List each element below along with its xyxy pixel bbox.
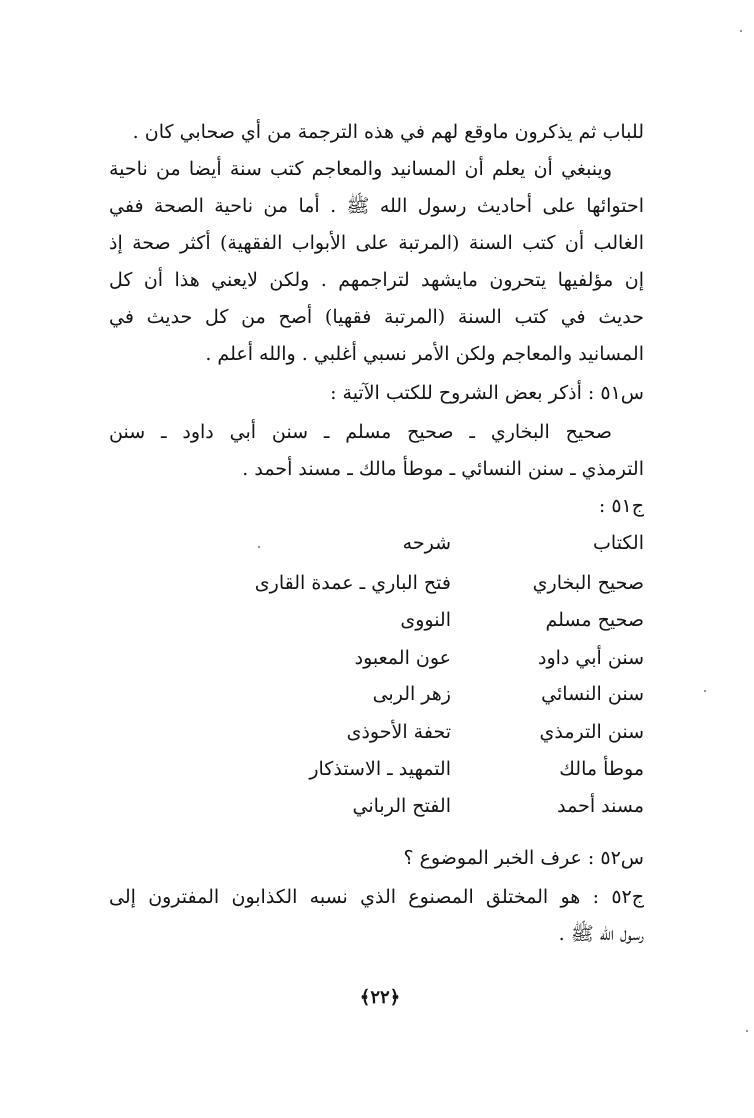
page-number: ﴿٢٢﴾ — [359, 987, 401, 1008]
table-cell-book: موطأ مالك — [559, 758, 644, 780]
paragraph-line: حديث في كتب السنة (المرتبة فقهيا) أصح من كل حديث في — [109, 306, 644, 328]
scan-speck — [746, 1030, 748, 1032]
paragraph-line: المسانيد والمعاجم ولكن الأمر نسبي أغلبي . والله أعلم . — [205, 343, 644, 365]
scan-speck — [740, 30, 742, 32]
table-header-sharh: شرحه — [402, 532, 451, 554]
table-cell-sharh: التمهيد ـ الاستذكار — [309, 758, 451, 780]
question-51-line: صحيح البخاري ـ صحيح مسلم ـ سنن أبي داود ـ سنن — [109, 421, 612, 443]
question-51-label: س٥١ : أذكر بعض الشروح للكتب الآتية : — [330, 382, 644, 404]
answer-51-label: ج٥١ : — [598, 495, 644, 517]
question-52-label: س٥٢ : عرف الخبر الموضوع ؟ — [403, 847, 644, 869]
scan-speck — [258, 546, 260, 548]
paragraph-line: الغالب أن كتب السنة (المرتبة على الأبواب الفقهية) أكثر صحة إذ — [109, 232, 644, 254]
paragraph-line: احتوائها على أحاديث رسول الله ﷺ . أما من ناحية الصحة ففي — [109, 195, 644, 217]
table-cell-book: سنن أبي داود — [538, 647, 644, 669]
table-cell-sharh: تحفة الأحوذى — [346, 721, 451, 743]
table-cell-book: سنن النسائي — [541, 683, 644, 705]
table-cell-book: سنن الترمذي — [539, 721, 644, 743]
table-cell-book: صحيح البخاري — [532, 572, 644, 594]
table-cell-sharh: فتح الباري ـ عمدة القارى — [254, 572, 451, 594]
paragraph-line: إن مؤلفيها يتحرون مايشهد لتراجمهم . ولكن لايعني هذا أن كل — [109, 269, 644, 291]
table-cell-book: مسند أحمد — [557, 795, 644, 817]
scan-speck — [704, 690, 706, 692]
table-cell-sharh: الفتح الرباني — [352, 795, 451, 817]
table-header-book: الكتاب — [593, 532, 644, 554]
question-51-line: الترمذي ـ سنن النسائي ـ موطأ مالك ـ مسند أحمد . — [242, 458, 644, 480]
table-cell-sharh: عون المعبود — [354, 647, 451, 669]
answer-52-line: رسول الله ﷺ . — [558, 923, 644, 945]
table-cell-book: صحيح مسلم — [545, 609, 644, 631]
table-cell-sharh: زهر الربى — [372, 683, 451, 705]
table-cell-sharh: النووى — [400, 609, 451, 631]
paragraph-line: وينبغي أن يعلم أن المسانيد والمعاجم كتب سنة أيضا من ناحية — [109, 158, 612, 180]
paragraph-line: للباب ثم يذكرون ماوقع لهم في هذه الترجمة من أي صحابي كان . — [132, 121, 644, 143]
answer-52-line: ج٥٢ : هو المختلق المصنوع الذي نسبه الكذابون المفترون إلى — [109, 886, 644, 908]
